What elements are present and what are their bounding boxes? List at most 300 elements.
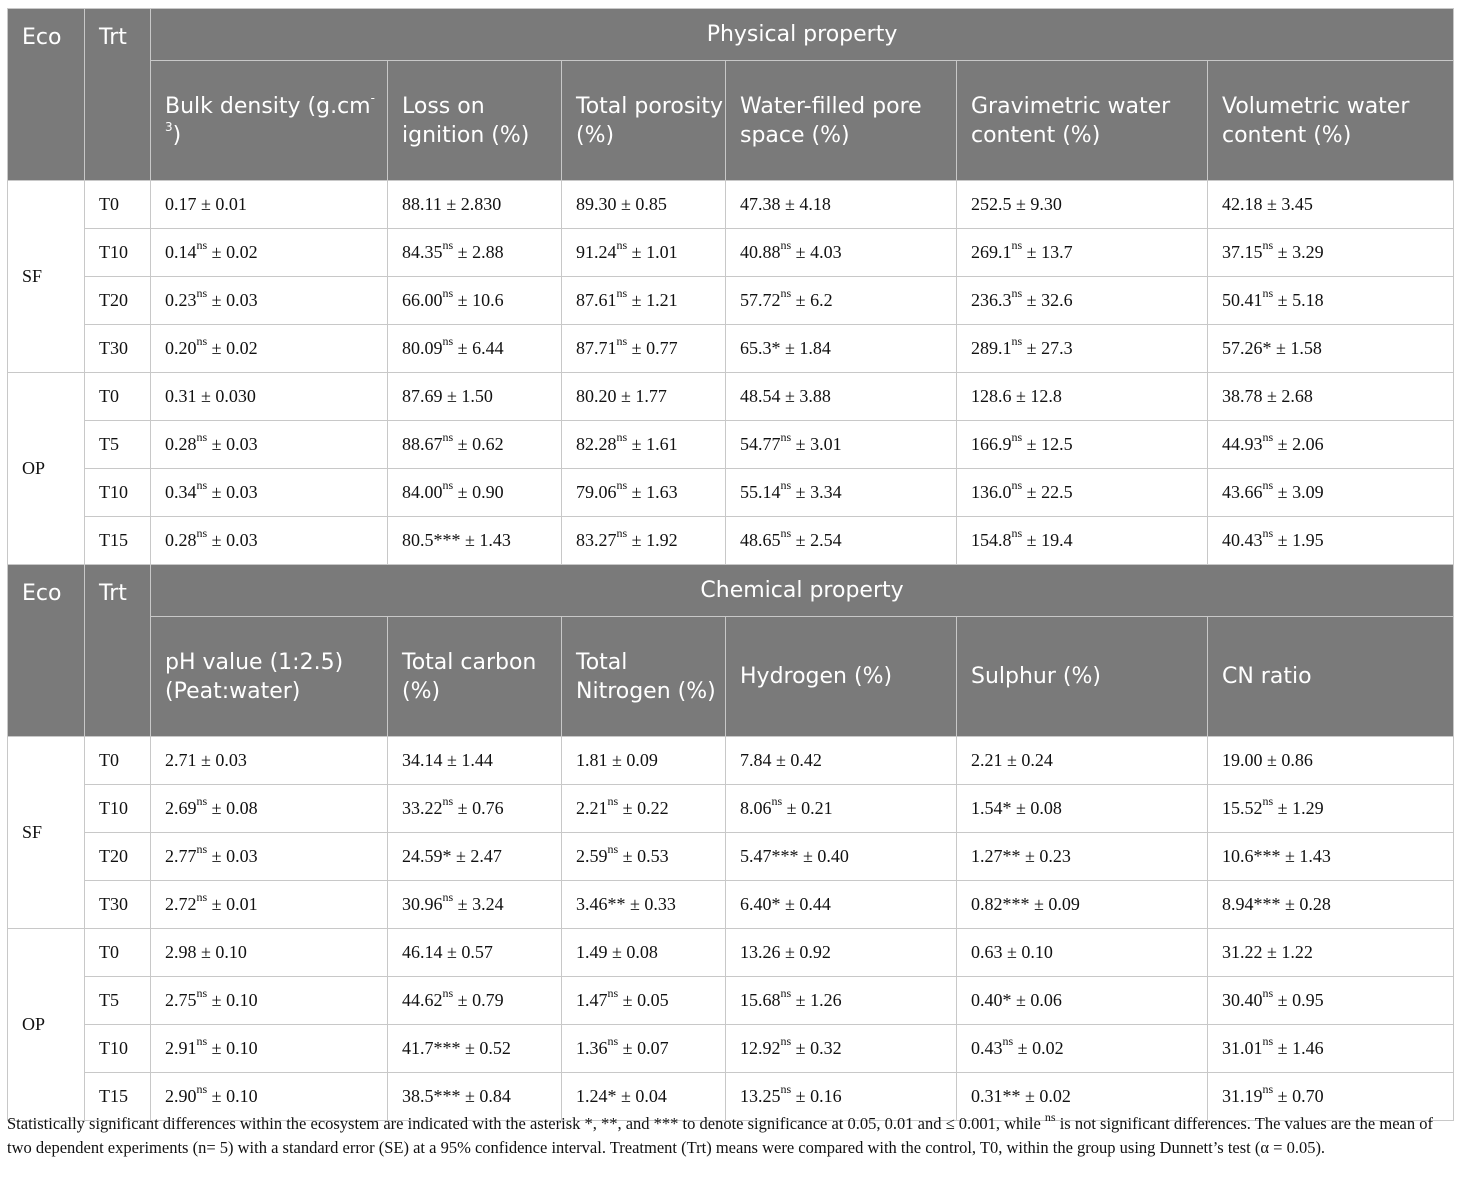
data-cell: 252.5 ± 9.30 [957, 181, 1208, 229]
table-row [8, 785, 1454, 833]
mean-value: 1.49 [576, 942, 608, 962]
mean-value: 236.3 [971, 290, 1012, 310]
significance-mark: ns [780, 1082, 792, 1096]
se-value: 2.68 [1281, 386, 1313, 406]
table-row [8, 229, 1454, 277]
data-cell: 47.38 ± 4.18 [726, 181, 957, 229]
table-row [8, 833, 1454, 881]
se-value: 1.77 [635, 386, 667, 406]
data-cell: 88.11 ± 2.830 [388, 181, 562, 229]
se-value: 0.07 [637, 1038, 669, 1058]
mean-value: 43.66 [1222, 482, 1263, 502]
significance-mark: ns [780, 1034, 792, 1048]
significance-mark: ns [1262, 526, 1274, 540]
mean-value: 40.43 [1222, 530, 1263, 550]
mean-value: 166.9 [971, 434, 1012, 454]
significance-mark: ns [616, 286, 628, 300]
significance-mark: ns [196, 286, 208, 300]
data-cell: $82.28^{ns} \pm 1.61$ [562, 421, 726, 469]
se-value: 0.76 [472, 798, 504, 818]
mean-value: 87.69 [402, 386, 443, 406]
mean-value: 0.34 [165, 482, 197, 502]
column-header [562, 61, 726, 181]
se-value: 9.30 [1030, 194, 1062, 214]
data-cell: 1.81 ± 0.09 [562, 737, 726, 785]
se-value: 4.03 [810, 242, 842, 262]
se-value: 22.5 [1041, 482, 1073, 502]
data-cell: 0.82*** ± 0.09 [957, 881, 1208, 929]
mean-value: 37.15 [1222, 242, 1263, 262]
se-value: 0.02 [1032, 1038, 1064, 1058]
mean-value: 80.20 [576, 386, 617, 406]
se-value: 5.18 [1292, 290, 1324, 310]
se-value: 0.21 [801, 798, 833, 818]
data-cell: $154.8^{ns} \pm 19.4$ [957, 517, 1208, 565]
se-value: 6.44 [472, 338, 504, 358]
table-row [8, 881, 1454, 929]
mean-value: 15.68 [740, 990, 781, 1010]
data-cell: $84.00^{ns} \pm 0.90$ [388, 469, 562, 517]
se-value: 0.40 [817, 846, 849, 866]
trt-cell: T15 [85, 517, 151, 565]
mean-value: 66.00 [402, 290, 443, 310]
mean-value: 0.23 [165, 290, 197, 310]
column-header [1208, 617, 1454, 737]
significance-mark: ns [780, 430, 792, 444]
table-row [8, 929, 1454, 977]
mean-value: 57.72 [740, 290, 781, 310]
mean-value: 15.52 [1222, 798, 1263, 818]
column-header-label: Bulk density (g.cm [165, 93, 371, 119]
se-value: 19.4 [1041, 530, 1073, 550]
table-row [8, 181, 1454, 229]
se-value: 0.24 [1021, 750, 1053, 770]
se-value: 13.7 [1041, 242, 1073, 262]
se-value: 0.08 [626, 942, 658, 962]
significance-mark: ns [196, 986, 208, 1000]
data-cell: $55.14^{ns} \pm 3.34$ [726, 469, 957, 517]
data-cell: $30.96^{ns} \pm 3.24$ [388, 881, 562, 929]
se-value: 0.23 [1039, 846, 1071, 866]
mean-value: 83.27 [576, 530, 617, 550]
data-cell: 80.20 ± 1.77 [562, 373, 726, 421]
significance-mark: ns [607, 794, 619, 808]
se-value: 0.02 [1039, 1086, 1071, 1106]
se-value: 6.2 [810, 290, 833, 310]
significance-mark: ns [1262, 1082, 1274, 1096]
se-value: 0.10 [226, 990, 258, 1010]
mean-value: 47.38 [740, 194, 781, 214]
table-row [8, 277, 1454, 325]
mean-value: 1.36 [576, 1038, 608, 1058]
significance-mark: ns [442, 986, 454, 1000]
trt-cell: T10 [85, 1025, 151, 1073]
se-value: 0.05 [637, 990, 669, 1010]
significance-mark: ns [1262, 430, 1274, 444]
mean-value: 41.7*** [402, 1038, 461, 1058]
data-cell: 0.17 ± 0.01 [151, 181, 388, 229]
data-cell: $2.69^{ns} \pm 0.08$ [151, 785, 388, 833]
se-value: 1.46 [1292, 1038, 1324, 1058]
data-cell: $13.25^{ns} \pm 0.16$ [726, 1073, 957, 1121]
data-cell: $40.43^{ns} \pm 1.95$ [1208, 517, 1454, 565]
mean-value: 128.6 [971, 386, 1012, 406]
data-cell: $50.41^{ns} \pm 5.18$ [1208, 277, 1454, 325]
se-value: 1.43 [1299, 846, 1331, 866]
data-cell: $289.1^{ns} \pm 27.3$ [957, 325, 1208, 373]
data-cell: $79.06^{ns} \pm 1.63$ [562, 469, 726, 517]
mean-value: 54.77 [740, 434, 781, 454]
column-header-suffix: ) [172, 122, 182, 148]
se-value: 0.86 [1281, 750, 1313, 770]
data-cell: 38.78 ± 2.68 [1208, 373, 1454, 421]
mean-value: 1.47 [576, 990, 608, 1010]
column-header [1208, 61, 1454, 181]
se-value: 0.92 [799, 942, 831, 962]
column-header-label: CN ratio [1222, 664, 1312, 689]
data-cell: 80.5*** ± 1.43 [388, 517, 562, 565]
data-cell: 41.7*** ± 0.52 [388, 1025, 562, 1073]
mean-value: 55.14 [740, 482, 781, 502]
se-value: 1.63 [646, 482, 678, 502]
data-cell: 42.18 ± 3.45 [1208, 181, 1454, 229]
data-cell: 6.40* ± 0.44 [726, 881, 957, 929]
significance-mark: ns [196, 334, 208, 348]
data-cell: $87.71^{ns} \pm 0.77$ [562, 325, 726, 373]
se-value: 3.45 [1281, 194, 1313, 214]
se-value: 0.32 [810, 1038, 842, 1058]
se-value: 1.43 [479, 530, 511, 550]
significance-mark: ns [442, 430, 454, 444]
mean-value: 31.22 [1222, 942, 1263, 962]
significance-mark: ns [607, 986, 619, 1000]
data-cell: $33.22^{ns} \pm 0.76$ [388, 785, 562, 833]
eco-cell: OP [8, 929, 85, 1121]
se-value: 2.88 [472, 242, 504, 262]
mean-value: 89.30 [576, 194, 617, 214]
significance-mark: ns [442, 334, 454, 348]
se-value: 0.10 [1021, 942, 1053, 962]
mean-value: 0.31 [165, 386, 197, 406]
se-value: 0.10 [226, 1086, 258, 1106]
mean-value: 269.1 [971, 242, 1012, 262]
se-value: 0.90 [472, 482, 504, 502]
se-value: 3.88 [799, 386, 831, 406]
column-header [726, 617, 957, 737]
se-value: 0.02 [226, 242, 258, 262]
se-value: 2.54 [810, 530, 842, 550]
data-cell: $0.14^{ns} \pm 0.02$ [151, 229, 388, 277]
data-cell: $269.1^{ns} \pm 13.7$ [957, 229, 1208, 277]
significance-mark: ns [780, 986, 792, 1000]
mean-value: 0.14 [165, 242, 197, 262]
mean-value: 10.6*** [1222, 846, 1281, 866]
se-value: 0.57 [461, 942, 493, 962]
data-cell: 65.3* ± 1.84 [726, 325, 957, 373]
mean-value: 8.06 [740, 798, 772, 818]
data-cell: $0.28^{ns} \pm 0.03$ [151, 517, 388, 565]
se-value: 12.8 [1030, 386, 1062, 406]
significance-mark: ns [442, 478, 454, 492]
se-value: 0.03 [215, 750, 247, 770]
se-value: 1.22 [1281, 942, 1313, 962]
se-value: 0.84 [479, 1086, 511, 1106]
mean-value: 48.54 [740, 386, 781, 406]
se-value: 0.04 [635, 1086, 667, 1106]
mean-value: 2.59 [576, 846, 608, 866]
data-cell: 1.49 ± 0.08 [562, 929, 726, 977]
se-value: 0.02 [226, 338, 258, 358]
significance-mark: ns [780, 478, 792, 492]
data-cell: $12.92^{ns} \pm 0.32$ [726, 1025, 957, 1073]
se-value: 0.77 [646, 338, 678, 358]
data-cell: $0.23^{ns} \pm 0.03$ [151, 277, 388, 325]
se-value: 1.50 [461, 386, 493, 406]
se-value: 0.10 [215, 942, 247, 962]
data-cell: 38.5*** ± 0.84 [388, 1073, 562, 1121]
se-value: 1.21 [646, 290, 678, 310]
data-cell: $0.43^{ns} \pm 0.02$ [957, 1025, 1208, 1073]
mean-value: 136.0 [971, 482, 1012, 502]
se-value: 2.47 [470, 846, 502, 866]
se-value: 1.29 [1292, 798, 1324, 818]
mean-value: 82.28 [576, 434, 617, 454]
column-header [957, 617, 1208, 737]
se-value: 0.28 [1299, 894, 1331, 914]
column-header-label: Sulphur (%) [971, 664, 1101, 689]
mean-value: 84.35 [402, 242, 443, 262]
column-header-label: Hydrogen (%) [740, 664, 893, 689]
physical-column-header-row [8, 61, 1454, 181]
column-header [957, 61, 1208, 181]
mean-value: 30.40 [1222, 990, 1263, 1010]
column-header [726, 61, 957, 181]
eco-header: Eco [8, 565, 85, 737]
significance-mark: ns [196, 238, 208, 252]
data-cell: $88.67^{ns} \pm 0.62$ [388, 421, 562, 469]
data-cell: $2.59^{ns} \pm 0.53$ [562, 833, 726, 881]
eco-cell: OP [8, 373, 85, 565]
data-cell: $83.27^{ns} \pm 1.92$ [562, 517, 726, 565]
se-value: 0.33 [644, 894, 676, 914]
significance-mark: ns [442, 238, 454, 252]
se-value: 12.5 [1041, 434, 1073, 454]
mean-value: 2.71 [165, 750, 197, 770]
se-value: 0.70 [1292, 1086, 1324, 1106]
eco-cell: SF [8, 181, 85, 373]
data-cell: $44.62^{ns} \pm 0.79$ [388, 977, 562, 1025]
eco-header: Eco [8, 9, 85, 181]
se-value: 0.03 [226, 530, 258, 550]
mean-value: 2.21 [971, 750, 1003, 770]
significance-mark: ns [616, 430, 628, 444]
mean-value: 0.82*** [971, 894, 1030, 914]
data-cell: $1.47^{ns} \pm 0.05$ [562, 977, 726, 1025]
significance-mark: ns [1011, 478, 1023, 492]
significance-mark: ns [1002, 1034, 1014, 1048]
footnote-text-2: is not significant differences. The values are the mean of two dependent experiments (n= 5) with a standard error (SE) at a 95% confidence interval. Treatment (Trt) means were compared with the control, T0, within the group using Dunnett’s test (α = 0.05). [7, 1114, 1433, 1157]
se-value: 0.030 [215, 386, 256, 406]
data-cell: $40.88^{ns} \pm 4.03$ [726, 229, 957, 277]
data-cell: $57.72^{ns} \pm 6.2$ [726, 277, 957, 325]
mean-value: 2.75 [165, 990, 197, 1010]
se-value: 0.03 [226, 290, 258, 310]
data-cell: $44.93^{ns} \pm 2.06$ [1208, 421, 1454, 469]
se-value: 0.53 [637, 846, 669, 866]
data-cell: 2.98 ± 0.10 [151, 929, 388, 977]
se-value: 1.92 [646, 530, 678, 550]
data-cell: 34.14 ± 1.44 [388, 737, 562, 785]
data-cell: $43.66^{ns} \pm 3.09$ [1208, 469, 1454, 517]
data-cell: $0.34^{ns} \pm 0.03$ [151, 469, 388, 517]
significance-mark: ns [1011, 430, 1023, 444]
data-cell: $136.0^{ns} \pm 22.5$ [957, 469, 1208, 517]
footnote-text-1: Statistically significant differences within the ecosystem are indicated with the asterisk *, **, and *** to denote significance at 0.05, 0.01 and ≤ 0.001, while [7, 1114, 1045, 1133]
data-cell: $2.75^{ns} \pm 0.10$ [151, 977, 388, 1025]
trt-cell: T10 [85, 469, 151, 517]
significance-mark: ns [607, 1034, 619, 1048]
data-cell: $48.65^{ns} \pm 2.54$ [726, 517, 957, 565]
data-cell: $66.00^{ns} \pm 10.6$ [388, 277, 562, 325]
column-header-sup: -3 [165, 91, 375, 135]
soil-properties-table [7, 8, 1454, 1121]
mean-value: 2.21 [576, 798, 608, 818]
data-cell: $54.77^{ns} \pm 3.01$ [726, 421, 957, 469]
data-cell: $0.20^{ns} \pm 0.02$ [151, 325, 388, 373]
se-value: 0.01 [215, 194, 247, 214]
table-row [8, 469, 1454, 517]
trt-cell: T0 [85, 929, 151, 977]
data-cell: 2.21 ± 0.24 [957, 737, 1208, 785]
se-value: 1.01 [646, 242, 678, 262]
mean-value: 289.1 [971, 338, 1012, 358]
data-cell: 1.54* ± 0.08 [957, 785, 1208, 833]
mean-value: 79.06 [576, 482, 617, 502]
footnote-ns: ns [1044, 1109, 1056, 1124]
column-header [388, 617, 562, 737]
data-cell: 0.31** ± 0.02 [957, 1073, 1208, 1121]
mean-value: 87.61 [576, 290, 617, 310]
data-cell: $236.3^{ns} \pm 32.6$ [957, 277, 1208, 325]
data-cell: $2.21^{ns} \pm 0.22$ [562, 785, 726, 833]
mean-value: 2.98 [165, 942, 197, 962]
mean-value: 84.00 [402, 482, 443, 502]
significance-mark: ns [1011, 334, 1023, 348]
significance-mark: ns [616, 334, 628, 348]
column-header-label: Total Nitrogen (%) [576, 649, 716, 704]
mean-value: 7.84 [740, 750, 772, 770]
mean-value: 46.14 [402, 942, 443, 962]
mean-value: 30.96 [402, 894, 443, 914]
se-value: 0.10 [226, 1038, 258, 1058]
table-row [8, 737, 1454, 785]
data-cell: 48.54 ± 3.88 [726, 373, 957, 421]
mean-value: 0.20 [165, 338, 197, 358]
mean-value: 252.5 [971, 194, 1012, 214]
mean-value: 34.14 [402, 750, 443, 770]
se-value: 0.06 [1030, 990, 1062, 1010]
data-cell: 5.47*** ± 0.40 [726, 833, 957, 881]
se-value: 0.09 [626, 750, 658, 770]
eco-cell: SF [8, 737, 85, 929]
significance-mark: ns [196, 842, 208, 856]
table-row [8, 517, 1454, 565]
significance-mark: ns [616, 238, 628, 252]
significance-mark: ns [442, 794, 454, 808]
column-header [388, 61, 562, 181]
data-cell: $91.24^{ns} \pm 1.01$ [562, 229, 726, 277]
column-header-label: Total porosity (%) [576, 93, 724, 148]
table-footnote [7, 1109, 1457, 1160]
mean-value: 80.5*** [402, 530, 461, 550]
mean-value: 31.01 [1222, 1038, 1263, 1058]
mean-value: 12.92 [740, 1038, 781, 1058]
se-value: 1.26 [810, 990, 842, 1010]
data-cell: $2.91^{ns} \pm 0.10$ [151, 1025, 388, 1073]
column-header [562, 617, 726, 737]
data-cell: 89.30 ± 0.85 [562, 181, 726, 229]
trt-cell: T5 [85, 421, 151, 469]
column-header [151, 617, 388, 737]
trt-cell: T0 [85, 181, 151, 229]
significance-mark: ns [607, 842, 619, 856]
data-cell: 10.6*** ± 1.43 [1208, 833, 1454, 881]
significance-mark: ns [616, 478, 628, 492]
data-cell: 46.14 ± 0.57 [388, 929, 562, 977]
mean-value: 38.78 [1222, 386, 1263, 406]
mean-value: 44.62 [402, 990, 443, 1010]
significance-mark: ns [1262, 794, 1274, 808]
data-cell: $30.40^{ns} \pm 0.95$ [1208, 977, 1454, 1025]
se-value: 0.01 [226, 894, 258, 914]
mean-value: 88.67 [402, 434, 443, 454]
se-value: 0.42 [790, 750, 822, 770]
column-header-label: Water-filled pore space (%) [740, 93, 922, 148]
se-value: 1.84 [799, 338, 831, 358]
chemical-section-header-row [8, 565, 1454, 617]
se-value: 4.18 [799, 194, 831, 214]
column-header-label: Gravimetric water content (%) [971, 93, 1171, 148]
mean-value: 80.09 [402, 338, 443, 358]
trt-cell: T30 [85, 881, 151, 929]
significance-mark: ns [771, 794, 783, 808]
mean-value: 2.69 [165, 798, 197, 818]
significance-mark: ns [616, 526, 628, 540]
significance-mark: ns [780, 238, 792, 252]
data-cell: 57.26* ± 1.58 [1208, 325, 1454, 373]
data-cell: $31.01^{ns} \pm 1.46$ [1208, 1025, 1454, 1073]
significance-mark: ns [196, 430, 208, 444]
mean-value: 91.24 [576, 242, 617, 262]
chemical-property-title: Chemical property [151, 565, 1454, 617]
trt-header: Trt [85, 9, 151, 181]
trt-cell: T20 [85, 833, 151, 881]
significance-mark: ns [1262, 478, 1274, 492]
physical-property-title: Physical property [151, 9, 1454, 61]
significance-mark: ns [1262, 986, 1274, 1000]
significance-mark: ns [780, 286, 792, 300]
se-value: 0.95 [1292, 990, 1324, 1010]
data-cell: $15.68^{ns} \pm 1.26$ [726, 977, 957, 1025]
mean-value: 2.90 [165, 1086, 197, 1106]
se-value: 3.34 [810, 482, 842, 502]
data-cell: $84.35^{ns} \pm 2.88$ [388, 229, 562, 277]
mean-value: 44.93 [1222, 434, 1263, 454]
data-cell: 0.40* ± 0.06 [957, 977, 1208, 1025]
se-value: 2.06 [1292, 434, 1324, 454]
table-row [8, 977, 1454, 1025]
data-cell: 87.69 ± 1.50 [388, 373, 562, 421]
